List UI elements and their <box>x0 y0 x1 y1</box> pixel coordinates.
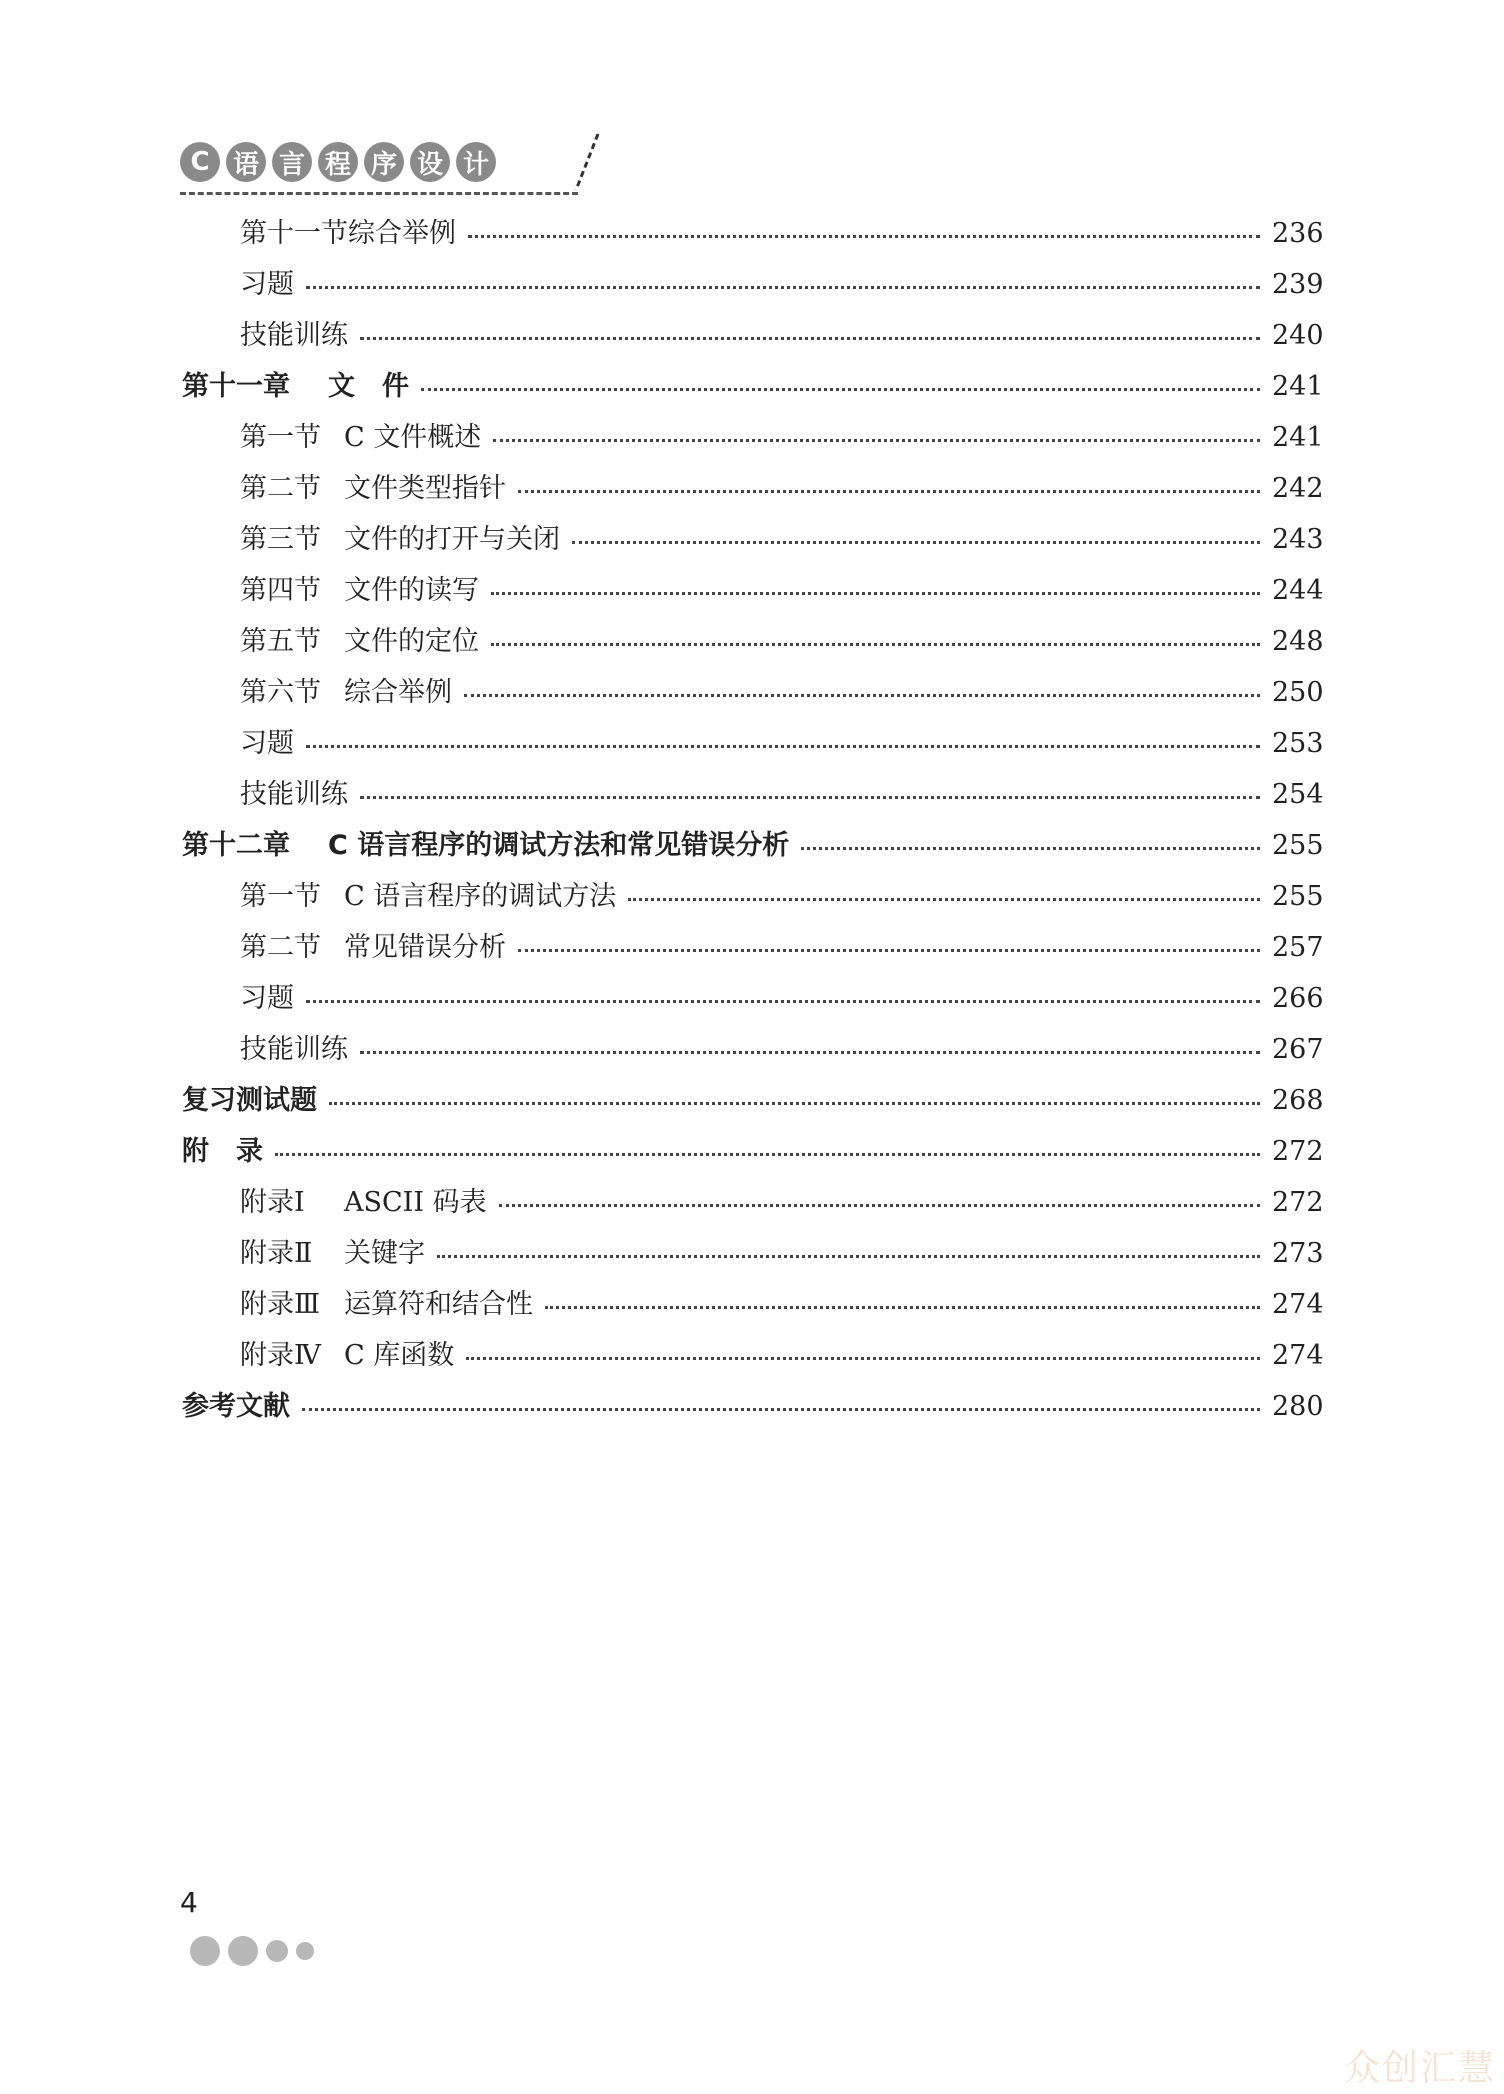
toc-section-entry[interactable] <box>240 1285 1324 1325</box>
toc-entry-number: 附录Ⅳ <box>240 1340 321 1371</box>
toc-page-number: 236 <box>1272 218 1324 249</box>
toc-chapter-entry[interactable] <box>182 367 1324 407</box>
toc-leader-dots <box>329 1102 1260 1105</box>
toc-entry-title: 技能训练 <box>240 1034 348 1065</box>
toc-entry-number: 第十一节 <box>240 218 348 249</box>
toc-section-entry[interactable] <box>240 1030 1324 1070</box>
toc-entry-label <box>240 1234 425 1274</box>
toc-entry-label <box>182 826 789 866</box>
toc-page-number: 239 <box>1272 269 1324 300</box>
toc-entry-title: 习题 <box>240 269 294 300</box>
decor-dot <box>190 1936 220 1966</box>
toc-entry-label <box>182 367 409 407</box>
toc-leader-dots <box>628 898 1260 901</box>
toc-page-number: 268 <box>1272 1085 1324 1116</box>
toc-entry-title: 文件的定位 <box>344 626 479 657</box>
toc-entry-label <box>182 1081 317 1121</box>
toc-entry-label <box>240 877 616 917</box>
toc-page-number: 243 <box>1272 524 1324 555</box>
toc-entry-title: 文 件 <box>328 371 409 402</box>
toc-entry-label <box>240 775 348 815</box>
header-char: 程 <box>318 142 358 182</box>
toc-entry-number: 第一节 <box>240 881 321 912</box>
toc-page-number: 253 <box>1272 728 1324 759</box>
toc-entry-title: 文件的打开与关闭 <box>344 524 560 555</box>
toc-entry-number: 第一节 <box>240 422 321 453</box>
toc-entry-label <box>240 622 479 662</box>
toc-entry-title: 附 录 <box>182 1136 263 1167</box>
toc-entry-label <box>182 1132 263 1172</box>
toc-section-entry[interactable] <box>240 1234 1324 1274</box>
toc-leader-dots <box>572 541 1260 544</box>
toc-page-number: 242 <box>1272 473 1324 504</box>
toc-chapter-entry[interactable] <box>182 1081 1324 1121</box>
toc-page-number: 272 <box>1272 1187 1324 1218</box>
toc-entry-title: 复习测试题 <box>182 1085 317 1116</box>
toc-entry-title: 综合举例 <box>344 677 452 708</box>
toc-entry-title: ASCII 码表 <box>344 1187 487 1218</box>
toc-leader-dots <box>302 1408 1260 1411</box>
toc-section-entry[interactable] <box>240 622 1324 662</box>
toc-entry-title: 综合举例 <box>348 218 456 249</box>
toc-chapter-entry[interactable] <box>182 826 1324 866</box>
toc-entry-title: 习题 <box>240 983 294 1014</box>
toc-section-entry[interactable] <box>240 775 1324 815</box>
footer-dots-decoration <box>190 1936 314 1966</box>
toc-section-entry[interactable] <box>240 418 1324 458</box>
toc-leader-dots <box>491 592 1260 595</box>
header-char: 语 <box>226 142 266 182</box>
toc-section-entry[interactable] <box>240 1336 1324 1376</box>
toc-entry-number: 第五节 <box>240 626 321 657</box>
toc-page-number: 255 <box>1272 881 1324 912</box>
toc-page-number: 280 <box>1272 1391 1324 1422</box>
page-number: 4 <box>180 1886 198 1919</box>
toc-leader-dots <box>518 949 1260 952</box>
toc-leader-dots <box>306 745 1260 748</box>
toc-entry-title: 常见错误分析 <box>344 932 506 963</box>
toc-entry-label <box>240 469 506 509</box>
toc-leader-dots <box>801 847 1260 850</box>
toc-section-entry[interactable] <box>240 928 1324 968</box>
header-char: 设 <box>410 142 450 182</box>
watermark: 众创汇慧 <box>1343 2048 1496 2089</box>
toc-page-number: 248 <box>1272 626 1324 657</box>
toc-leader-dots <box>518 490 1260 493</box>
toc-page-number: 266 <box>1272 983 1324 1014</box>
toc-leader-dots <box>360 796 1260 799</box>
toc-entry-number: 第十二章 <box>182 830 290 861</box>
toc-entry-title: C 语言程序的调试方法和常见错误分析 <box>328 830 790 861</box>
toc-entry-title: C 库函数 <box>344 1340 455 1371</box>
toc-entry-label <box>240 673 452 713</box>
toc-chapter-entry[interactable] <box>182 1387 1324 1427</box>
toc-entry-number: 第二节 <box>240 932 321 963</box>
toc-page-number: 241 <box>1272 422 1324 453</box>
header-rule <box>180 192 578 195</box>
toc-section-entry[interactable] <box>240 673 1324 713</box>
toc-entry-label <box>240 979 294 1019</box>
toc-entry-label <box>240 520 560 560</box>
toc-leader-dots <box>493 439 1260 442</box>
toc-entry-title: 习题 <box>240 728 294 759</box>
toc-entry-label <box>182 1387 290 1427</box>
toc-page-number: 250 <box>1272 677 1324 708</box>
toc-entry-title: 运算符和结合性 <box>344 1289 533 1320</box>
toc-page-number: 274 <box>1272 1289 1324 1320</box>
toc-page-number: 244 <box>1272 575 1324 606</box>
toc-section-entry[interactable] <box>240 214 1324 254</box>
toc-entry-title: 技能训练 <box>240 320 348 351</box>
toc-page-number: 254 <box>1272 779 1324 810</box>
toc-page-number: 267 <box>1272 1034 1324 1065</box>
toc-entry-title: C 文件概述 <box>344 422 482 453</box>
toc-entry-title: 技能训练 <box>240 779 348 810</box>
toc-leader-dots <box>464 694 1260 697</box>
toc-leader-dots <box>275 1153 1260 1156</box>
toc-page-number: 272 <box>1272 1136 1324 1167</box>
toc-section-entry[interactable] <box>240 469 1324 509</box>
toc-entry-number: 第三节 <box>240 524 321 555</box>
header-char: C <box>180 142 220 182</box>
toc-entry-title: 文件的读写 <box>344 575 479 606</box>
toc-leader-dots <box>306 1000 1260 1003</box>
toc-entry-number: 第六节 <box>240 677 321 708</box>
toc-section-entry[interactable] <box>240 724 1324 764</box>
toc-page-number: 273 <box>1272 1238 1324 1269</box>
toc-leader-dots <box>545 1306 1260 1309</box>
toc-entry-number: 附录Ⅰ <box>240 1187 305 1218</box>
toc-page-number: 257 <box>1272 932 1324 963</box>
decor-dot <box>228 1936 258 1966</box>
toc-entry-label <box>240 1030 348 1070</box>
toc-leader-dots <box>306 286 1260 289</box>
toc-section-entry[interactable] <box>240 571 1324 611</box>
toc-page-number: 255 <box>1272 830 1324 861</box>
toc-entry-number: 第四节 <box>240 575 321 606</box>
toc-entry-title: 文件类型指针 <box>344 473 506 504</box>
toc-page-number: 240 <box>1272 320 1324 351</box>
toc-entry-label <box>240 1336 454 1376</box>
header-char: 计 <box>456 142 496 182</box>
toc-entry-label <box>240 1285 533 1325</box>
toc-section-entry[interactable] <box>240 265 1324 305</box>
header-title <box>180 142 496 182</box>
toc-leader-dots <box>491 643 1260 646</box>
toc-entry-label <box>240 418 481 458</box>
toc-entry-label <box>240 214 456 254</box>
toc-entry-label <box>240 724 294 764</box>
toc-entry-title: 关键字 <box>344 1238 425 1269</box>
toc-leader-dots <box>468 235 1260 238</box>
toc-entry-label <box>240 928 506 968</box>
toc-leader-dots <box>360 337 1260 340</box>
toc-entry-number: 附录Ⅱ <box>240 1238 313 1269</box>
toc-section-entry[interactable] <box>240 979 1324 1019</box>
decor-dot <box>266 1940 288 1962</box>
toc-entry-number: 第二节 <box>240 473 321 504</box>
toc-leader-dots <box>437 1255 1260 1258</box>
running-header <box>180 138 600 194</box>
toc-page-number: 274 <box>1272 1340 1324 1371</box>
toc-section-entry[interactable] <box>240 520 1324 560</box>
header-char: 言 <box>272 142 312 182</box>
decor-dot <box>296 1942 314 1960</box>
toc-leader-dots <box>466 1357 1260 1360</box>
toc-entry-label <box>240 571 479 611</box>
slash-decoration-icon <box>572 132 602 194</box>
header-char: 序 <box>364 142 404 182</box>
toc-leader-dots <box>360 1051 1260 1054</box>
toc-entry-label <box>240 265 294 305</box>
toc-entry-title: C 语言程序的调试方法 <box>344 881 617 912</box>
toc-page-number: 241 <box>1272 371 1324 402</box>
toc-section-entry[interactable] <box>240 1183 1324 1223</box>
toc-leader-dots <box>499 1204 1260 1207</box>
toc-entry-label <box>240 1183 487 1223</box>
toc-leader-dots <box>421 388 1260 391</box>
toc-section-entry[interactable] <box>240 877 1324 917</box>
toc-entry-number: 附录Ⅲ <box>240 1289 321 1320</box>
toc-chapter-entry[interactable] <box>182 1132 1324 1172</box>
toc-entry-number: 第十一章 <box>182 371 290 402</box>
toc-entry-label <box>240 316 348 356</box>
toc-entry-title: 参考文献 <box>182 1391 290 1422</box>
toc-section-entry[interactable] <box>240 316 1324 356</box>
